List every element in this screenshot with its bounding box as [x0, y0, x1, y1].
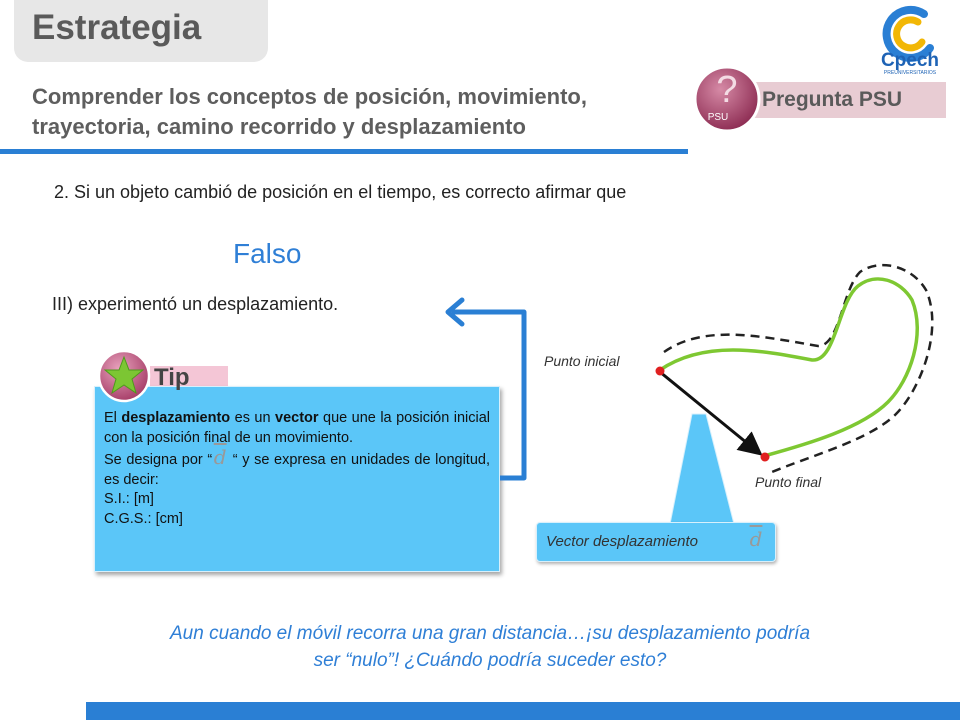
footer-bar	[86, 702, 960, 720]
tip-text-part: Se designa por “	[104, 452, 213, 468]
tip-keyword-vector: vector	[275, 410, 319, 426]
closing-line-2: ser “nulo”! ¿Cuándo podría suceder esto?	[313, 650, 667, 671]
logo-text: Cpech	[880, 50, 940, 71]
tip-label: Tip	[154, 364, 190, 391]
vector-callout-symbol: $\overline{d}$	[749, 527, 763, 551]
start-point-label: Punto inicial	[544, 353, 620, 369]
logo-subtext: PREUNIVERSITARIOS	[883, 70, 937, 76]
vector-symbol: $\overline{d}$	[213, 445, 227, 469]
page-title: Estrategia	[32, 8, 202, 47]
end-point	[761, 453, 770, 462]
subtitle-line-1: Comprender los conceptos de posición, movimiento,	[32, 84, 587, 109]
tip-keyword-desplazamiento: desplazamiento	[121, 410, 231, 426]
tip-text-part: que une la posición inicial con la posición final de un movimiento.	[104, 410, 491, 446]
start-point	[656, 367, 665, 376]
subtitle-line-2: trayectoria, camino recorrido y desplazamiento	[32, 114, 526, 139]
psu-badge-label: Pregunta PSU	[762, 88, 903, 111]
question-text: 2. Si un objeto cambió de posición en el tiempo, es correcto afirmar que	[54, 182, 627, 202]
end-point-label: Punto final	[755, 474, 822, 490]
svg-text:?: ?	[716, 69, 738, 111]
callout-pointer	[670, 414, 734, 524]
closing-line-1: Aun cuando el móvil recorra una gran distancia…¡su desplazamiento podría	[169, 623, 811, 644]
vector-callout-label: Vector desplazamiento	[546, 533, 699, 550]
tip-text-part: El	[104, 410, 122, 426]
statement-text: III) experimentó un desplazamiento.	[52, 294, 339, 314]
tip-si-unit: S.I.: [m]	[104, 491, 154, 507]
tip-cgs-unit: C.G.S.: [cm]	[104, 510, 183, 527]
tip-text-part: es un	[230, 410, 276, 426]
psu-icon-text: PSU	[707, 112, 729, 123]
closing-text	[60, 620, 920, 674]
connector-arrow	[452, 312, 524, 478]
tip-text-part: “ y se expresa en unidades de longitud, es decir:	[104, 452, 490, 488]
answer-label: Falso	[233, 238, 302, 269]
